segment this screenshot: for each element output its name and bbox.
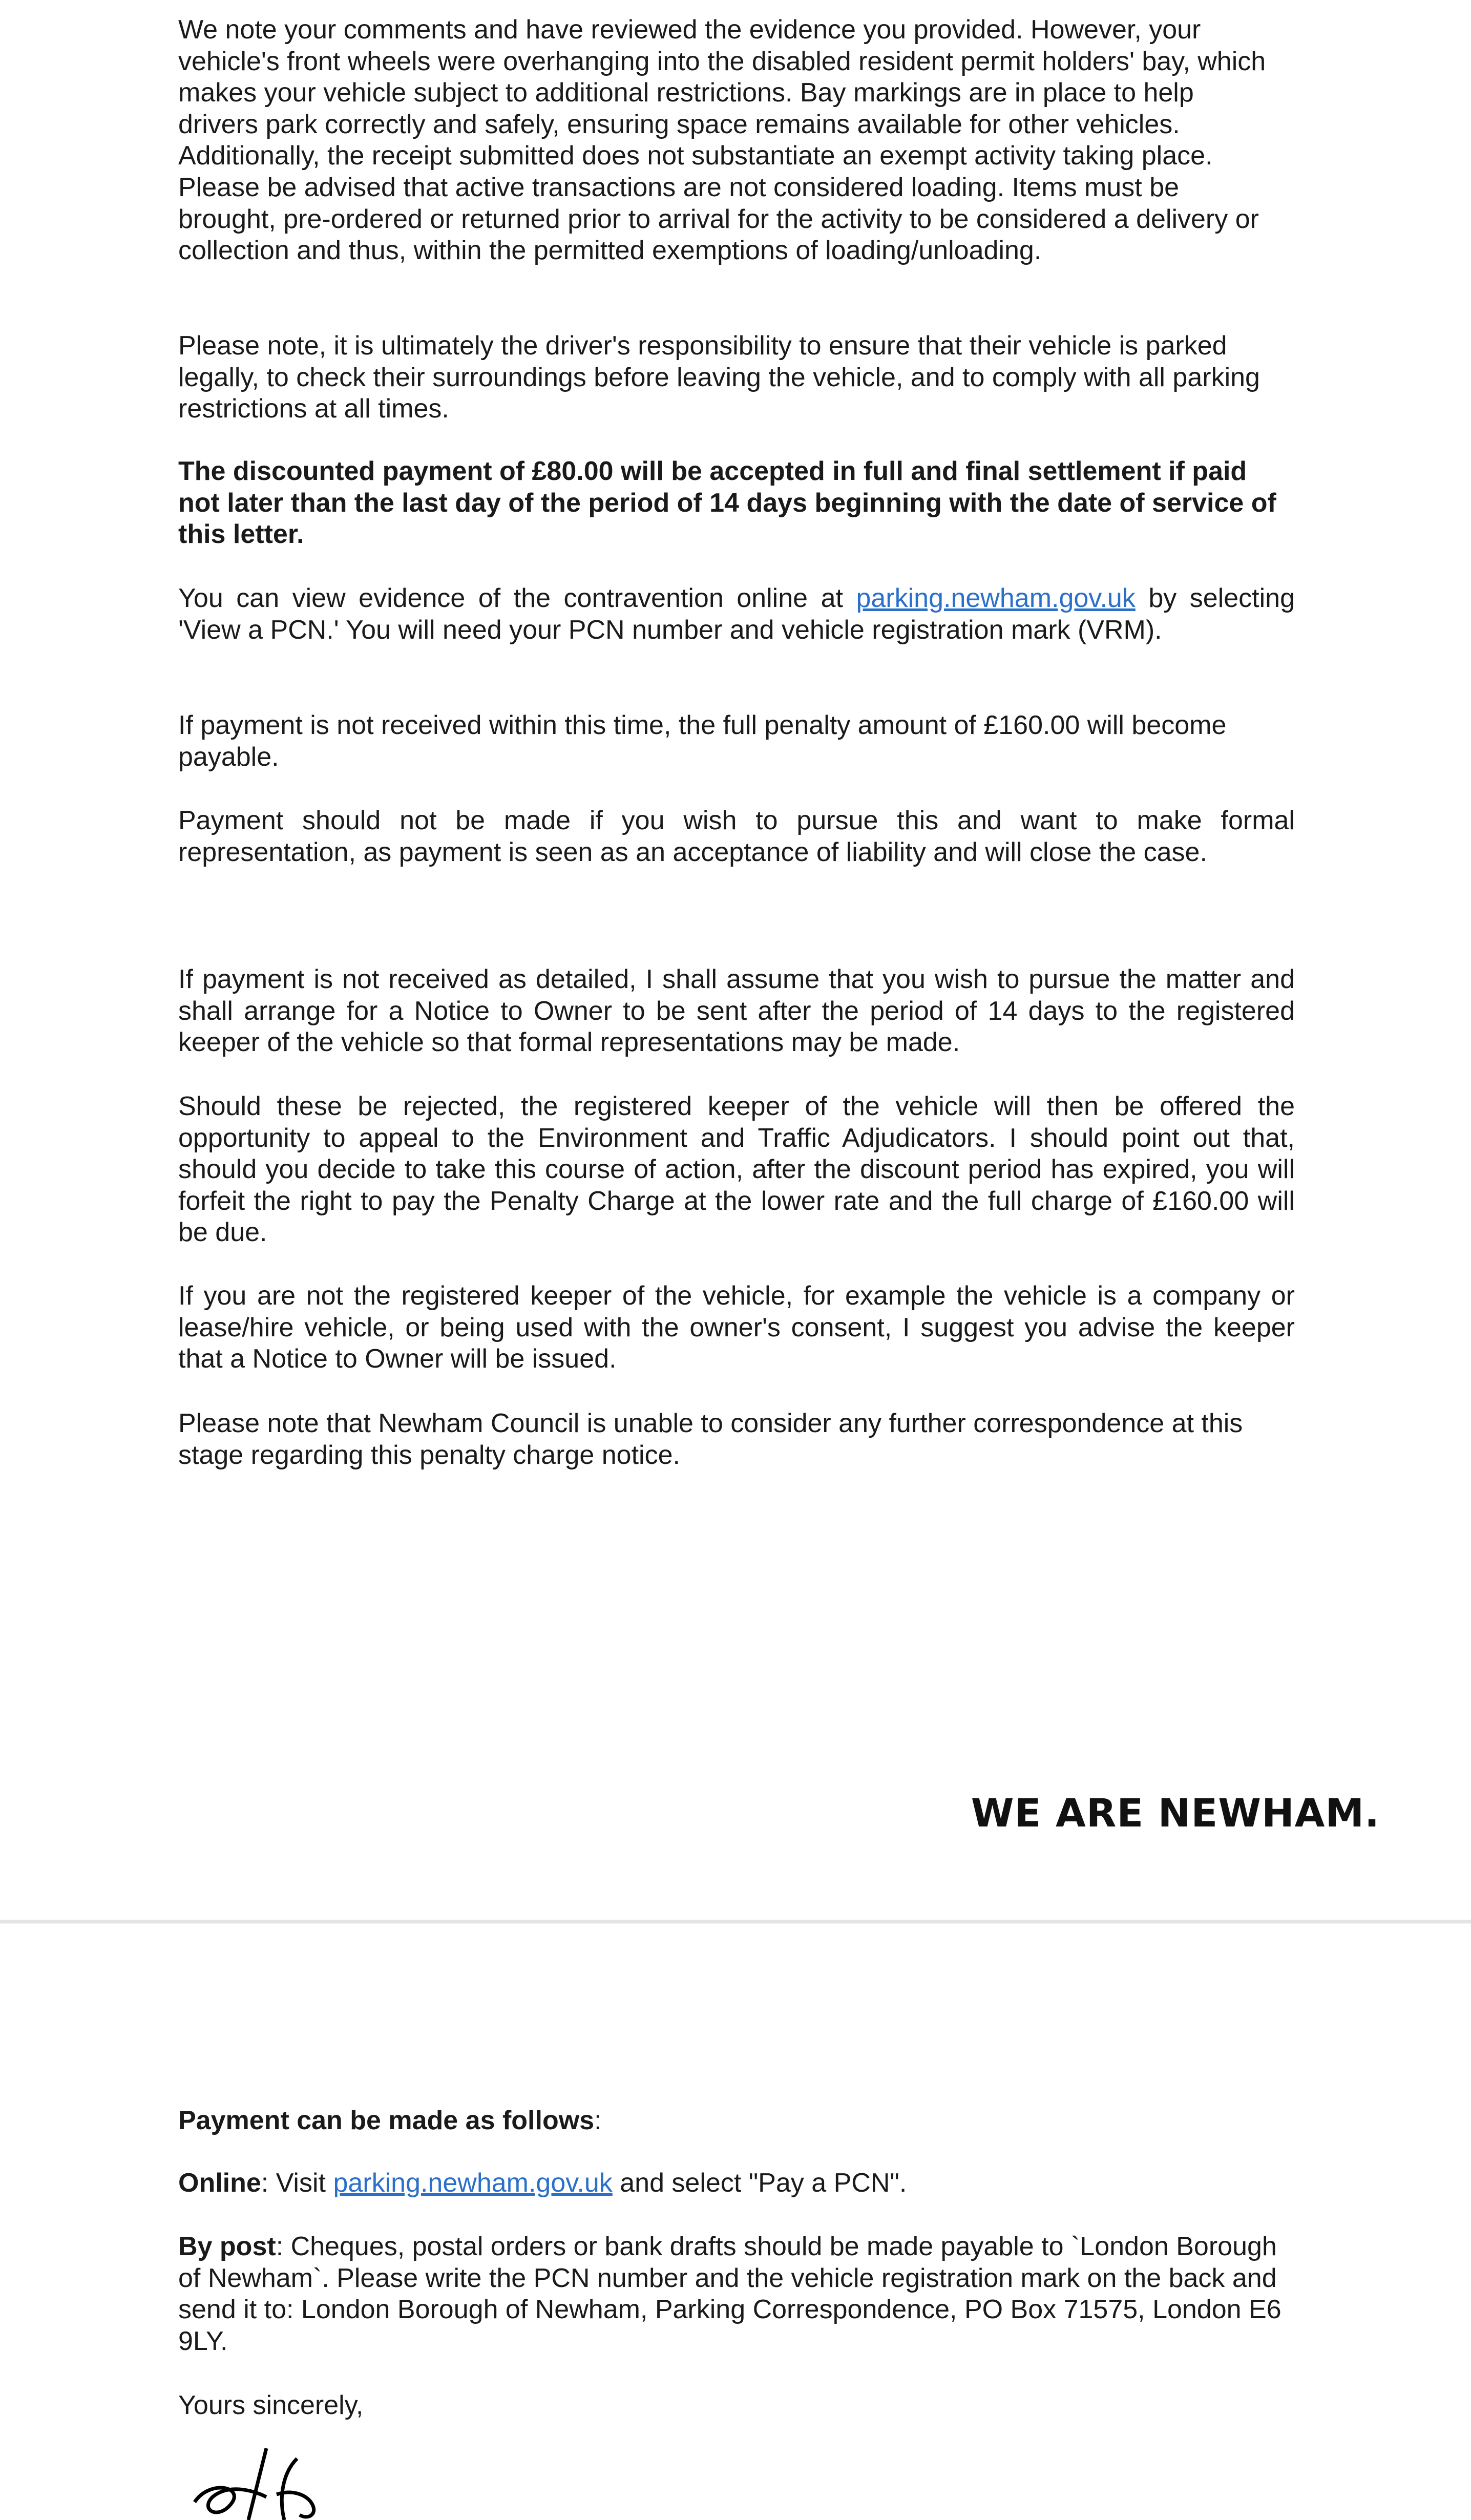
- discount-payment-paragraph: The discounted payment of £80.00 will be accepted in full and final settlement if paid not later than the last day of the period of 14 days beginning with the date of service of this letter.: [178, 456, 1276, 550]
- driver-responsibility-paragraph: Please note, it is ultimately the driver's responsibility to ensure that their vehicle is parked legally, to check their surroundings before leaving the vehicle, and to comply with all parking restrictions at all times.: [178, 331, 1260, 424]
- formal-representation-paragraph: Payment should not be made if you wish to pursue this and want to make formal representation, as payment is seen as an acceptance of liability and will close the case.: [178, 806, 1295, 867]
- reason-paragraph: We note your comments and have reviewed the evidence you provided. However, your vehicle's front wheels were overhanging into the disabled resident permit holders' bay, which makes your vehicle subject to additional restrictions. Bay markings are in place to help drivers park correctly and safely, ensuring space remains available for other vehicles. Additionally, the receipt submitted does not substantiate an exempt activity taking place. Please be advised that active transactions are not considered loading. Items must be brought, pre-ordered or returned prior to arrival for the activity to be considered a delivery or collection and thus, within the permitted exemptions of loading/unloading.: [178, 15, 1266, 266]
- online-text-end: and select "Pay a PCN".: [612, 2168, 907, 2198]
- further-correspondence-paragraph: Please note that Newham Council is unable to consider any further correspondence at this stage regarding this penalty charge notice.: [178, 1409, 1243, 1470]
- view-evidence-paragraph: [178, 583, 1295, 646]
- pay-online-link[interactable]: parking.newham.gov.uk: [333, 2168, 613, 2198]
- postal-payment-paragraph: [178, 2231, 1305, 2357]
- signature: [190, 2438, 405, 2520]
- appeal-paragraph: Should these be rejected, the registered keeper of the vehicle will then be offered the opportunity to appeal to the Environment and Traffic Adjudicators. I should point out that, should you decide to take this course of action, after the discount period has expired, you will forfeit the right to pay the Penalty Charge at the lower rate and the full charge of £160.00 will be due.: [178, 1091, 1295, 1248]
- parking-website-link[interactable]: parking.newham.gov.uk: [856, 583, 1136, 613]
- online-text: : Visit: [261, 2168, 333, 2198]
- payment-heading-colon: :: [594, 2106, 602, 2135]
- we-are-newham-logo: WE ARE NEWHAM.: [971, 1790, 1380, 1836]
- closing-salutation: Yours sincerely,: [178, 2390, 364, 2420]
- post-label: By post: [178, 2232, 276, 2261]
- view-evidence-text-end: by selecting 'View a PCN.' You will need your PCN number and vehicle registration mark (VRM).: [178, 583, 1295, 645]
- full-penalty-paragraph: If payment is not received within this time, the full penalty amount of £160.00 will become payable.: [178, 710, 1227, 772]
- view-evidence-text: You can view evidence of the contravention online at: [178, 583, 856, 613]
- payment-heading: [178, 2105, 1295, 2137]
- registered-keeper-paragraph: If you are not the registered keeper of the vehicle, for example the vehicle is a company or lease/hire vehicle, or being used with the owner's consent, I suggest you advise the keeper that a Notice to Owner will be issued.: [178, 1281, 1295, 1374]
- post-text: : Cheques, postal orders or bank drafts should be made payable to `London Borough of Newham`. Please write the PCN number and the vehicle registration mark on the back and send it to: London Borough of Newham, Parking Correspondence, PO Box 71575, London E6 9LY.: [178, 2232, 1281, 2356]
- page-divider: [0, 1920, 1471, 1924]
- payment-heading-text: Payment can be made as follows: [178, 2106, 595, 2135]
- notice-to-owner-paragraph: If payment is not received as detailed, I shall assume that you wish to pursue the matter and shall arrange for a Notice to Owner to be sent after the period of 14 days to the registered keeper of the vehicle so that formal representations may be made.: [178, 964, 1295, 1058]
- online-payment-line: [178, 2168, 1295, 2199]
- online-label: Online: [178, 2168, 261, 2198]
